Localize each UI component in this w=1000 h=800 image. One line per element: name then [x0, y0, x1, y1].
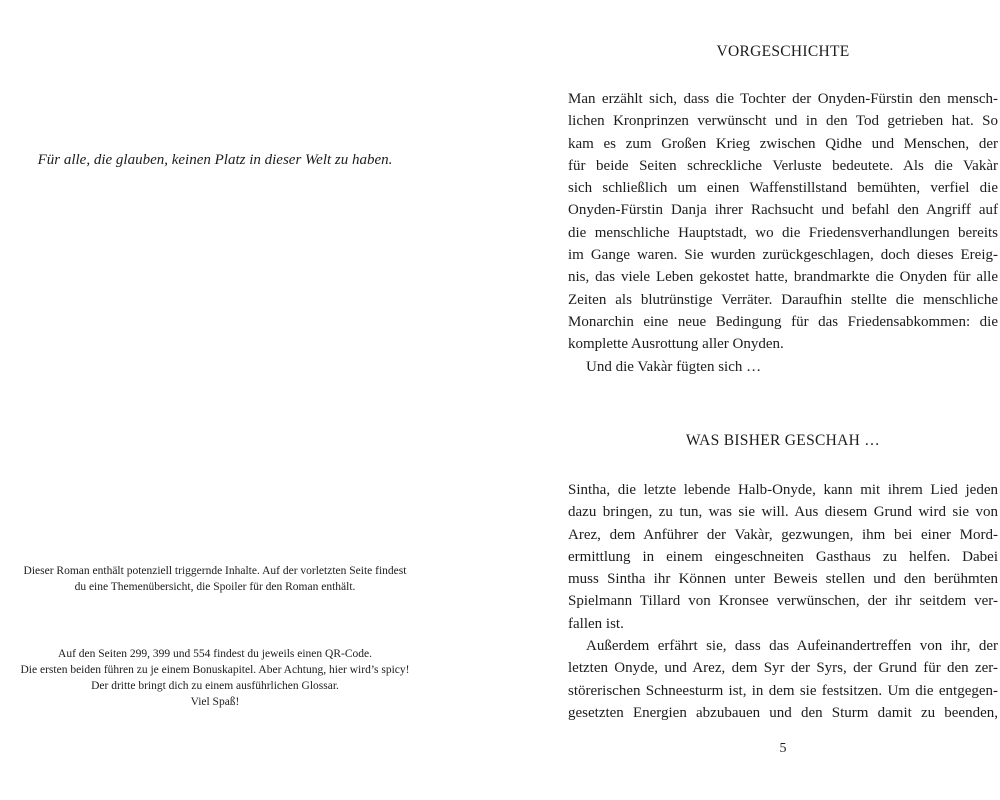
text-line: Man erzählt sich, dass die Tochter der Onyden-Fürstin den mensch- — [568, 91, 998, 107]
text-line: für beide Seiten schreckliche Verluste bedeutete. Als die Vakàr — [568, 157, 998, 174]
was-bisher-geschah-text — [568, 479, 998, 724]
notice-line: Dieser Roman enthält potenziell triggernde Inhalte. Auf der vorletzten Seite findest — [23, 565, 407, 577]
left-page — [0, 0, 430, 800]
text-line: komplette Ausrottung aller Onyden. — [568, 336, 784, 353]
text-line: muss Sintha ihr Können unter Beweis stellen und den berühmten — [568, 571, 998, 588]
notice-line: Die ersten beiden führen zu je einem Bonuskapitel. Aber Achtung, hier wird’s spicy! — [20, 664, 410, 676]
text-line: die menschliche Hauptstadt, wo die Friedensverhandlungen bereits — [568, 224, 998, 241]
text-line: gesetzten Energien abzubauen und den Sturm damit zu beenden, — [568, 704, 998, 721]
text-line: störerischen Schneesturm ist, in dem sie festsitzen. Um die entgegen- — [568, 682, 998, 699]
notice-line: Viel Spaß! — [190, 696, 240, 708]
section-title-was-bisher-geschah: WAS BISHER GESCHAH … — [685, 432, 881, 449]
text-line: Sintha, die letzte lebende Halb-Onyde, kann mit ihrem Lied jeden — [568, 482, 998, 498]
text-line: letzten Onyde, und Arez, dem Syr der Syrs, der Grund für den zer- — [568, 660, 998, 677]
text-line: dazu bringen, zu tun, was sie will. Aus diesem Grund wird sie von — [568, 504, 998, 521]
trigger-warning-notice — [0, 563, 430, 595]
text-line: Onyden-Fürstin Danja ihrer Rachsucht und befahl den Angriff auf — [568, 202, 998, 219]
notice-line: Auf den Seiten 299, 399 und 554 findest du jeweils einen QR-Code. — [58, 648, 372, 660]
text-line: Arez, dem Anführer der Vakàr, gezwungen, ihm bei einer Mord- — [568, 526, 998, 543]
text-line: kam es zum Großen Krieg zwischen Qidhe und Menschen, der — [568, 135, 998, 152]
vorgeschichte-text — [568, 88, 998, 378]
text-line: Außerdem erfährt sie, dass das Aufeinandertreffen von ihr, der — [586, 638, 998, 655]
page-number: 5 — [779, 741, 787, 756]
text-line: ermittlung in einem eingeschneiten Gasthaus zu helfen. Dabei — [568, 548, 998, 565]
text-line: Zeiten als blutrünstige Verräter. Daraufhin stellte die menschliche — [568, 291, 998, 308]
text-line: Und die Vakàr fügten sich … — [586, 358, 762, 375]
dedication: Für alle, die glauben, keinen Platz in dieser Welt zu haben. — [37, 152, 393, 168]
text-line: Monarchin eine neue Bedingung für das Friedensabkommen: die — [568, 313, 998, 330]
right-page — [566, 0, 1000, 800]
section-title-vorgeschichte: VORGESCHICHTE — [716, 43, 850, 60]
qr-code-notice — [0, 646, 430, 710]
text-line: fallen ist. — [568, 615, 624, 632]
text-line: lichen Kronprinzen verwünscht und in den Tod getrieben hat. So — [568, 113, 998, 130]
text-line: im Gange waren. Sie wurden zurückgeschlagen, doch dieses Ereig- — [568, 247, 998, 264]
text-line: sich schließlich um einen Waffenstillstand bemühten, verfiel die — [568, 180, 998, 197]
text-line: nis, das viele Leben gekostet hatte, brandmarkte die Onyden für alle — [568, 269, 998, 286]
notice-line: du eine Themenübersicht, die Spoiler für den Roman enthält. — [74, 581, 356, 593]
notice-line: Der dritte bringt dich zu einem ausführlichen Glossar. — [91, 680, 339, 692]
text-line: Spielmann Tillard von Kronsee verwünschen, der ihr seitdem ver- — [568, 593, 998, 610]
